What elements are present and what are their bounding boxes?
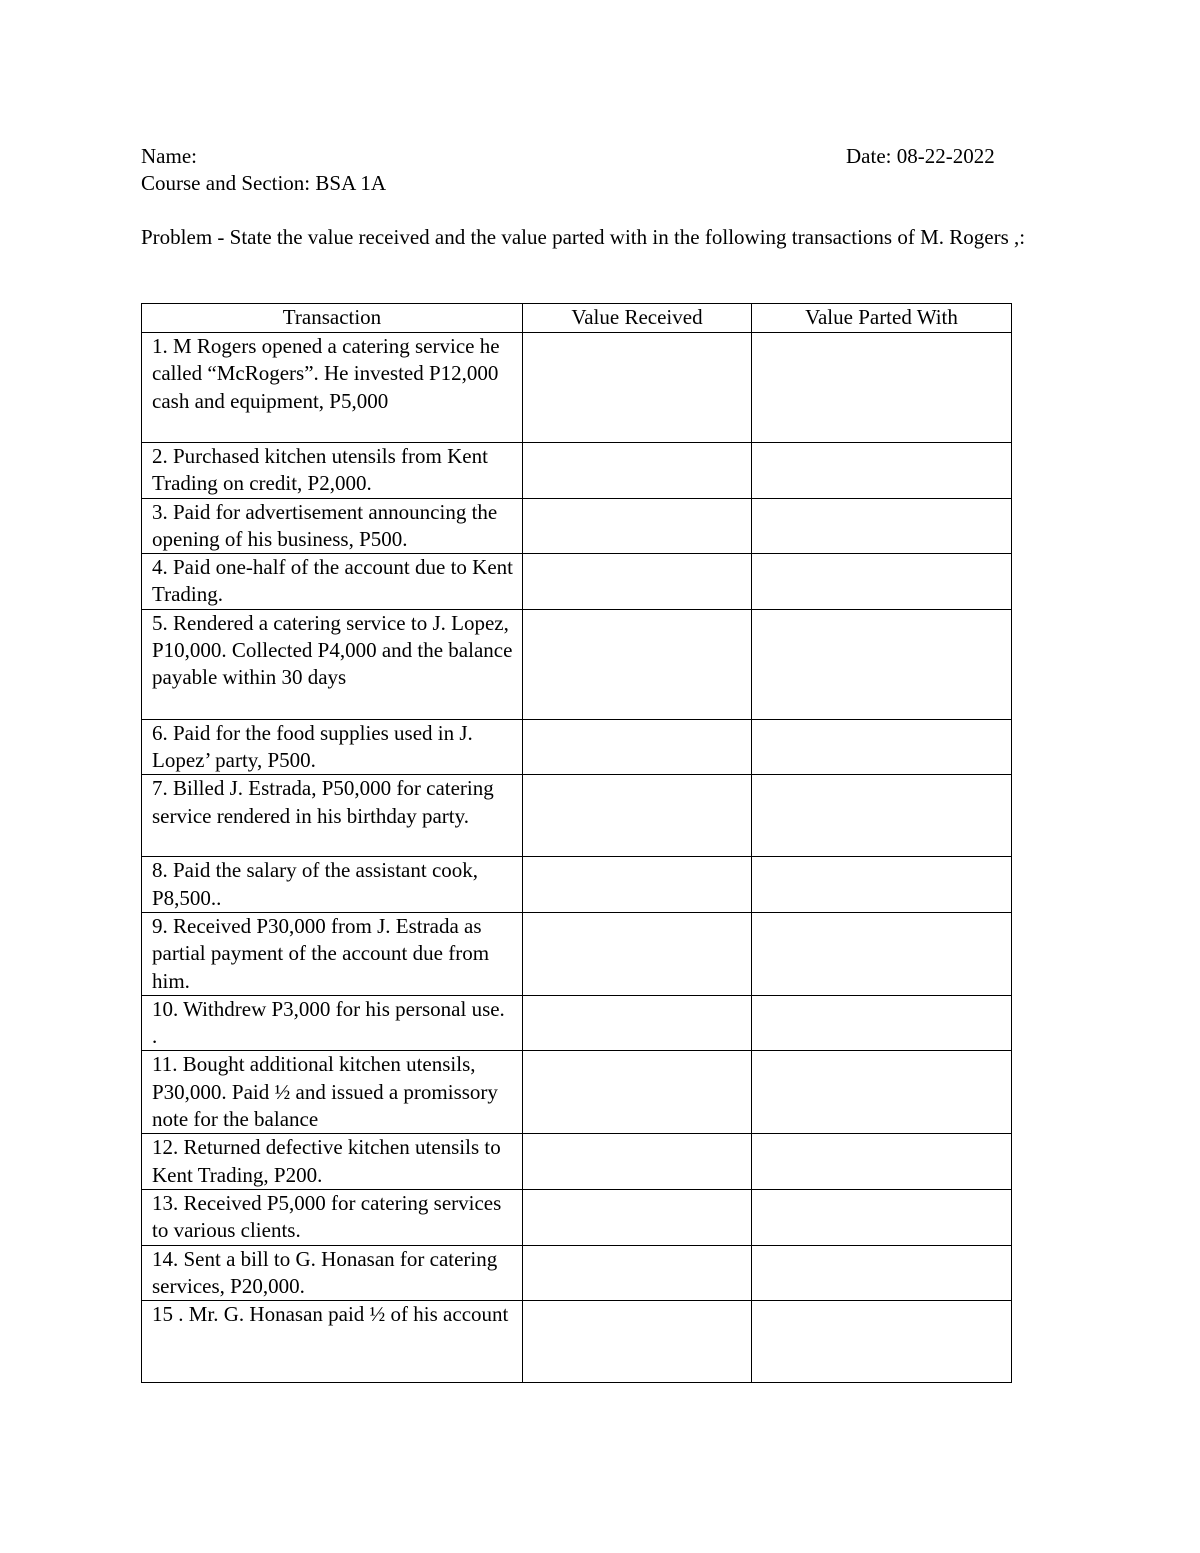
- transaction-cell: 5. Rendered a catering service to J. Lopez, P10,000. Collected P4,000 and the balance payable within 30 days: [142, 609, 523, 719]
- value-received-cell[interactable]: [523, 912, 752, 995]
- transaction-cell: 11. Bought additional kitchen utensils, P30,000. Paid ½ and issued a promissory note for the balance: [142, 1051, 523, 1134]
- table-row: [142, 857, 1012, 913]
- value-parted-with-cell[interactable]: [752, 995, 1012, 1051]
- value-parted-with-cell[interactable]: [752, 857, 1012, 913]
- table-row: [142, 1245, 1012, 1301]
- transaction-cell: 4. Paid one-half of the account due to Kent Trading.: [142, 554, 523, 610]
- name-label: Name:: [141, 144, 197, 168]
- value-parted-with-cell[interactable]: [752, 1245, 1012, 1301]
- value-received-cell[interactable]: [523, 1189, 752, 1245]
- value-parted-with-cell[interactable]: [752, 1051, 1012, 1134]
- value-parted-with-cell[interactable]: [752, 333, 1012, 443]
- value-received-cell[interactable]: [523, 995, 752, 1051]
- table-row: [142, 333, 1012, 443]
- course-section-label: Course and Section: BSA 1A: [141, 171, 386, 195]
- value-received-cell[interactable]: [523, 1301, 752, 1383]
- value-received-cell[interactable]: [523, 609, 752, 719]
- value-received-cell[interactable]: [523, 1245, 752, 1301]
- transaction-cell: 15 . Mr. G. Honasan paid ½ of his account: [142, 1301, 523, 1383]
- table-row: [142, 995, 1012, 1051]
- value-received-cell[interactable]: [523, 857, 752, 913]
- value-received-cell[interactable]: [523, 719, 752, 775]
- transaction-cell: 10. Withdrew P3,000 for his personal use. .: [142, 995, 523, 1051]
- value-parted-with-cell[interactable]: [752, 1301, 1012, 1383]
- value-parted-with-cell[interactable]: [752, 719, 1012, 775]
- transaction-cell: 3. Paid for advertisement announcing the opening of his business, P500.: [142, 498, 523, 554]
- table-row: [142, 554, 1012, 610]
- column-header-transaction: Transaction: [142, 304, 523, 333]
- transaction-cell: 13. Received P5,000 for catering services to various clients.: [142, 1189, 523, 1245]
- problem-statement: Problem - State the value received and the value parted with in the following transactions of M. Rogers ,:: [141, 225, 1026, 249]
- value-received-cell[interactable]: [523, 333, 752, 443]
- table-row: [142, 1189, 1012, 1245]
- date-label: Date: 08-22-2022: [846, 144, 995, 168]
- transaction-cell: 1. M Rogers opened a catering service he called “McRogers”. He invested P12,000 cash and equipment, P5,000: [142, 333, 523, 443]
- table-row: [142, 1051, 1012, 1134]
- column-header-value-received: Value Received: [523, 304, 752, 333]
- table-header-row: [142, 304, 1012, 333]
- transaction-cell: 12. Returned defective kitchen utensils to Kent Trading, P200.: [142, 1134, 523, 1190]
- table-row: [142, 609, 1012, 719]
- transaction-cell: 2. Purchased kitchen utensils from Kent Trading on credit, P2,000.: [142, 443, 523, 499]
- table-row: [142, 443, 1012, 499]
- table-row: [142, 1134, 1012, 1190]
- value-parted-with-cell[interactable]: [752, 554, 1012, 610]
- column-header-value-parted-with: Value Parted With: [752, 304, 1012, 333]
- value-parted-with-cell[interactable]: [752, 609, 1012, 719]
- transactions-table: [141, 303, 1012, 1383]
- value-parted-with-cell[interactable]: [752, 443, 1012, 499]
- table-row: [142, 498, 1012, 554]
- value-parted-with-cell[interactable]: [752, 1189, 1012, 1245]
- transaction-cell: 7. Billed J. Estrada, P50,000 for catering service rendered in his birthday party.: [142, 775, 523, 857]
- value-parted-with-cell[interactable]: [752, 775, 1012, 857]
- transaction-cell: 14. Sent a bill to G. Honasan for catering services, P20,000.: [142, 1245, 523, 1301]
- table-row: [142, 775, 1012, 857]
- table-row: [142, 912, 1012, 995]
- value-received-cell[interactable]: [523, 498, 752, 554]
- table-row: [142, 719, 1012, 775]
- transaction-cell: 6. Paid for the food supplies used in J. Lopez’ party, P500.: [142, 719, 523, 775]
- table-row: [142, 1301, 1012, 1383]
- transaction-cell: 9. Received P30,000 from J. Estrada as partial payment of the account due from him.: [142, 912, 523, 995]
- value-received-cell[interactable]: [523, 1134, 752, 1190]
- value-parted-with-cell[interactable]: [752, 912, 1012, 995]
- value-received-cell[interactable]: [523, 443, 752, 499]
- value-parted-with-cell[interactable]: [752, 1134, 1012, 1190]
- transaction-cell: 8. Paid the salary of the assistant cook, P8,500..: [142, 857, 523, 913]
- value-received-cell[interactable]: [523, 554, 752, 610]
- value-received-cell[interactable]: [523, 1051, 752, 1134]
- value-parted-with-cell[interactable]: [752, 498, 1012, 554]
- value-received-cell[interactable]: [523, 775, 752, 857]
